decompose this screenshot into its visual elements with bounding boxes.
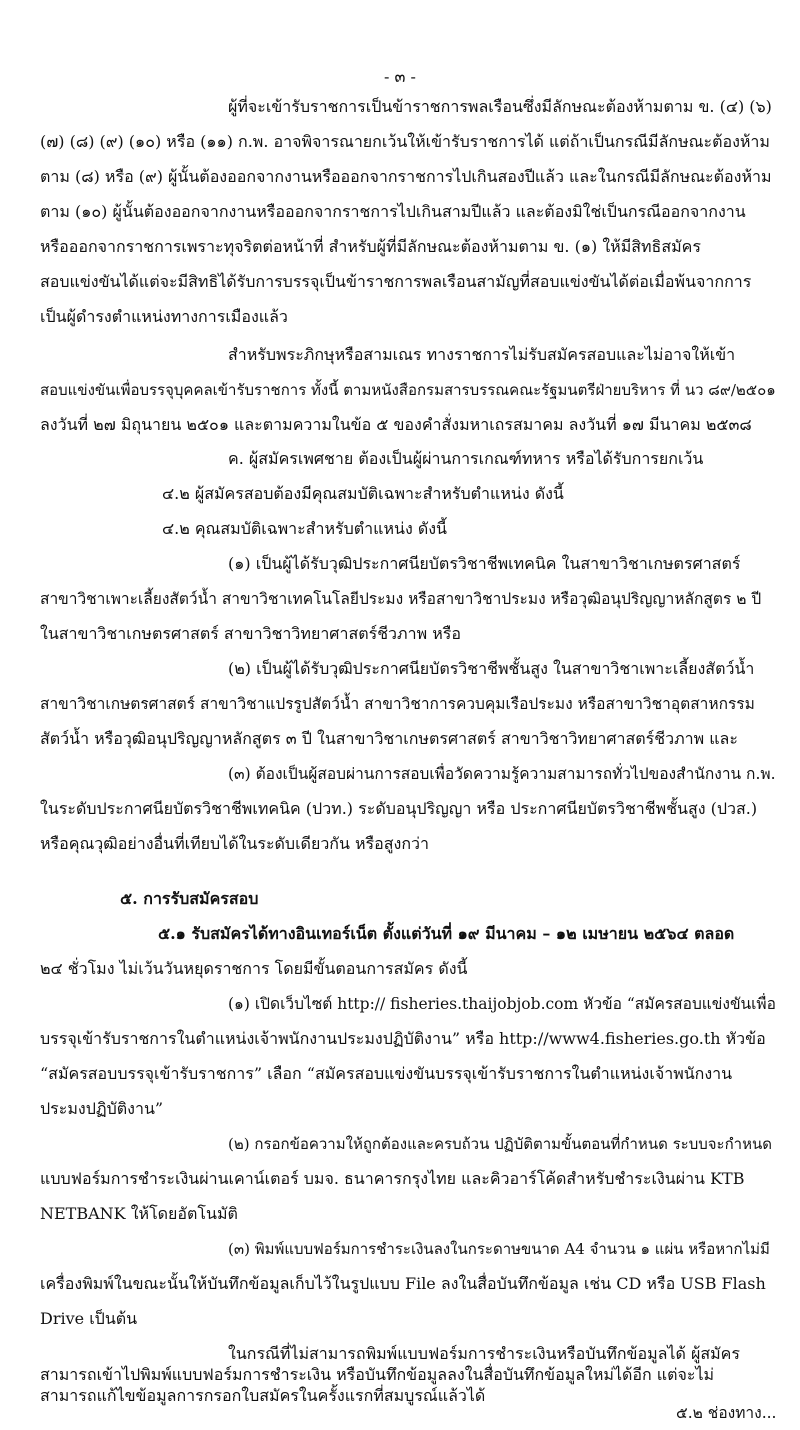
text-line: (๒) เป็นผู้ได้รับวุฒิประกาศนียบัตรวิชาชีพชั้นสูง ในสาขาวิชาเพาะเลี้ยงสัตว์น้ำ (228, 659, 755, 678)
text-line: (๑) เปิดเว็บไซต์ http:// fisheries.thaijobjob.com หัวข้อ “สมัครสอบแข่งขันเพื่อ (228, 995, 776, 1013)
text-line: ตาม (๘) หรือ (๙) ผู้นั้นต้องออกจากงานหรือออกจากราชการไปเกินสองปีแล้ว และในกรณีมีลักษณะต้องห้าม (40, 167, 772, 186)
text-line: (๗) (๘) (๙) (๑๐) หรือ (๑๑) ก.พ. อาจพิจารณายกเว้นให้เข้ารับราชการได้ แต่ถ้าเป็นกรณีมีลักษณะต้องห้าม (40, 132, 770, 151)
text-line: หรือออกจากราชการเพราะทุจริตต่อหน้าที่ สำหรับผู้ที่มีลักษณะต้องห้ามตาม ข. (๑) ให้มีสิทธิสมัคร (40, 237, 701, 256)
text-line: ในระดับประกาศนียบัตรวิชาชีพเทคนิค (ปวท.) ระดับอนุปริญญา หรือ ประกาศนียบัตรวิชาชีพชั้นสูง (ปวส.) (40, 799, 758, 818)
text-line: สำหรับพระภิกษุหรือสามเณร ทางราชการไม่รับสมัครสอบและไม่อาจให้เข้า (228, 345, 736, 364)
text-line: ลงวันที่ ๒๗ มิถุนายน ๒๕๐๑ และตามความในข้อ ๕ ของคำสั่งมหาเถรสมาคม ลงวันที่ ๑๗ มีนาคม ๒๕๓๘ (40, 415, 752, 434)
text-line: (๓) พิมพ์แบบฟอร์มการชำระเงินลงในกระดาษขนาด A4 จำนวน ๑ แผ่น หรือหากไม่มี (228, 1240, 770, 1258)
text-line: ๒๔ ชั่วโมง ไม่เว้นวันหยุดราชการ โดยมีขั้นตอนการสมัคร ดังนี้ (40, 959, 468, 978)
page-continuation: ๕.๒ ช่องทาง... (676, 1404, 777, 1422)
text-line: “สมัครสอบบรรจุเข้ารับราชการ” เลือก “สมัครสอบแข่งขันบรรจุเข้ารับราชการในตำแหน่งเจ้าพนักงาน (40, 1064, 733, 1083)
section-heading: ๔.๒ คุณสมบัติเฉพาะสำหรับตำแหน่ง ดังนี้ (162, 519, 447, 538)
text-line: (๑) เป็นผู้ได้รับวุฒิประกาศนียบัตรวิชาชีพเทคนิค ในสาขาวิชาเกษตรศาสตร์ (228, 554, 741, 573)
text-line: เครื่องพิมพ์ในขณะนั้นให้บันทึกข้อมูลเก็บไว้ในรูปแบบ File ลงในสื่อบันทึกข้อมูล เช่น CD หรือ USB Flash (40, 1274, 766, 1293)
text-line: แบบฟอร์มการชำระเงินผ่านเคาน์เตอร์ บมจ. ธนาคารกรุงไทย และคิวอาร์โค้ดสำหรับชำระเงินผ่าน KTB (40, 1169, 745, 1188)
text-line: ตาม (๑๐) ผู้นั้นต้องออกจากงานหรือออกจากราชการไปเกินสามปีแล้ว และต้องมิใช่เป็นกรณีออกจากงาน (40, 202, 746, 221)
text-line: ประมงปฏิบัติงาน” (40, 1099, 164, 1118)
page-number: - ๓ - (384, 67, 416, 86)
text-line: บรรจุเข้ารับราชการในตำแหน่งเจ้าพนักงานประมงปฏิบัติงาน” หรือ http://www4.fisheries.go.th หัวข้อ (40, 1029, 766, 1048)
text-line: สอบแข่งขันได้แต่จะมีสิทธิได้รับการบรรจุเป็นข้าราชการพลเรือนสามัญที่สอบแข่งขันได้ต่อเมื่อพ้นจากการ (40, 272, 752, 291)
text-line: Drive เป็นต้น (40, 1309, 138, 1328)
text-line: สัตว์น้ำ หรือวุฒิอนุปริญญาหลักสูตร ๓ ปี ในสาขาวิชาเกษตรศาสตร์ สาขาวิชาวิทยาศาสตร์ชีวภาพ และ (40, 729, 738, 748)
text-line: ผู้ที่จะเข้ารับราชการเป็นข้าราชการพลเรือนซึ่งมีลักษณะต้องห้ามตาม ข. (๔) (๖) (228, 97, 772, 116)
text-line: หรือคุณวุฒิอย่างอื่นที่เทียบได้ในระดับเดียวกัน หรือสูงกว่า (40, 834, 429, 853)
text-line: สาขาวิชาเกษตรศาสตร์ สาขาวิชาแปรรูปสัตว์น้ำ สาขาวิชาการควบคุมเรือประมง หรือสาขาวิชาอุตสาหกรรม (40, 695, 755, 713)
text-line: ๕.๑ รับสมัครได้ทางอินเทอร์เน็ต ตั้งแต่วันที่ ๑๙ มีนาคม – ๑๒ เมษายน ๒๕๖๔ ตลอด (158, 924, 735, 943)
text-line: (๒) กรอกข้อความให้ถูกต้องและครบถ้วน ปฏิบัติตามขั้นตอนที่กำหนด ระบบจะกำหนด (228, 1135, 772, 1153)
text-line: (๓) ต้องเป็นผู้สอบผ่านการสอบเพื่อวัดความรู้ความสามารถทั่วไปของสำนักงาน ก.พ. (228, 765, 776, 783)
section-heading: ๔.๒ ผู้สมัครสอบต้องมีคุณสมบัติเฉพาะสำหรับตำแหน่ง ดังนี้ (162, 484, 564, 503)
text-line: สาขาวิชาเพาะเลี้ยงสัตว์น้ำ สาขาวิชาเทคโนโลยีประมง หรือสาขาวิชาประมง หรือวุฒิอนุปริญญาหลักสูตร ๒ ปี (40, 590, 762, 608)
text-line: ในสาขาวิชาเกษตรศาสตร์ สาขาวิชาวิทยาศาสตร์ชีวภาพ หรือ (40, 624, 461, 643)
text-line: เป็นผู้ดำรงตำแหน่งทางการเมืองแล้ว (40, 307, 288, 326)
text-line: สามารถเข้าไปพิมพ์แบบฟอร์มการชำระเงิน หรือบันทึกข้อมูลลงในสื่อบันทึกข้อมูลใหม่ได้อีก แต่จะไม่ (40, 1365, 715, 1384)
text-line: ในกรณีที่ไม่สามารถพิมพ์แบบฟอร์มการชำระเงินหรือบันทึกข้อมูลได้ ผู้สมัคร (228, 1344, 740, 1363)
text-line: NETBANK ให้โดยอัตโนมัติ (40, 1204, 238, 1223)
text-line: ค. ผู้สมัครเพศชาย ต้องเป็นผู้ผ่านการเกณฑ์ทหาร หรือได้รับการยกเว้น (228, 449, 704, 468)
section-heading: ๕. การรับสมัครสอบ (120, 889, 259, 908)
text-line: สามารถแก้ไขข้อมูลการกรอกใบสมัครในครั้งแรกที่สมบูรณ์แล้วได้ (40, 1386, 486, 1405)
text-line: สอบแข่งขันเพื่อบรรจุบุคคลเข้ารับราชการ ทั้งนี้ ตามหนังสือกรมสารบรรณคณะรัฐมนตรีฝ่ายบริหาร ที่ นว ๘๙/๒๕๐๑ (40, 381, 776, 399)
